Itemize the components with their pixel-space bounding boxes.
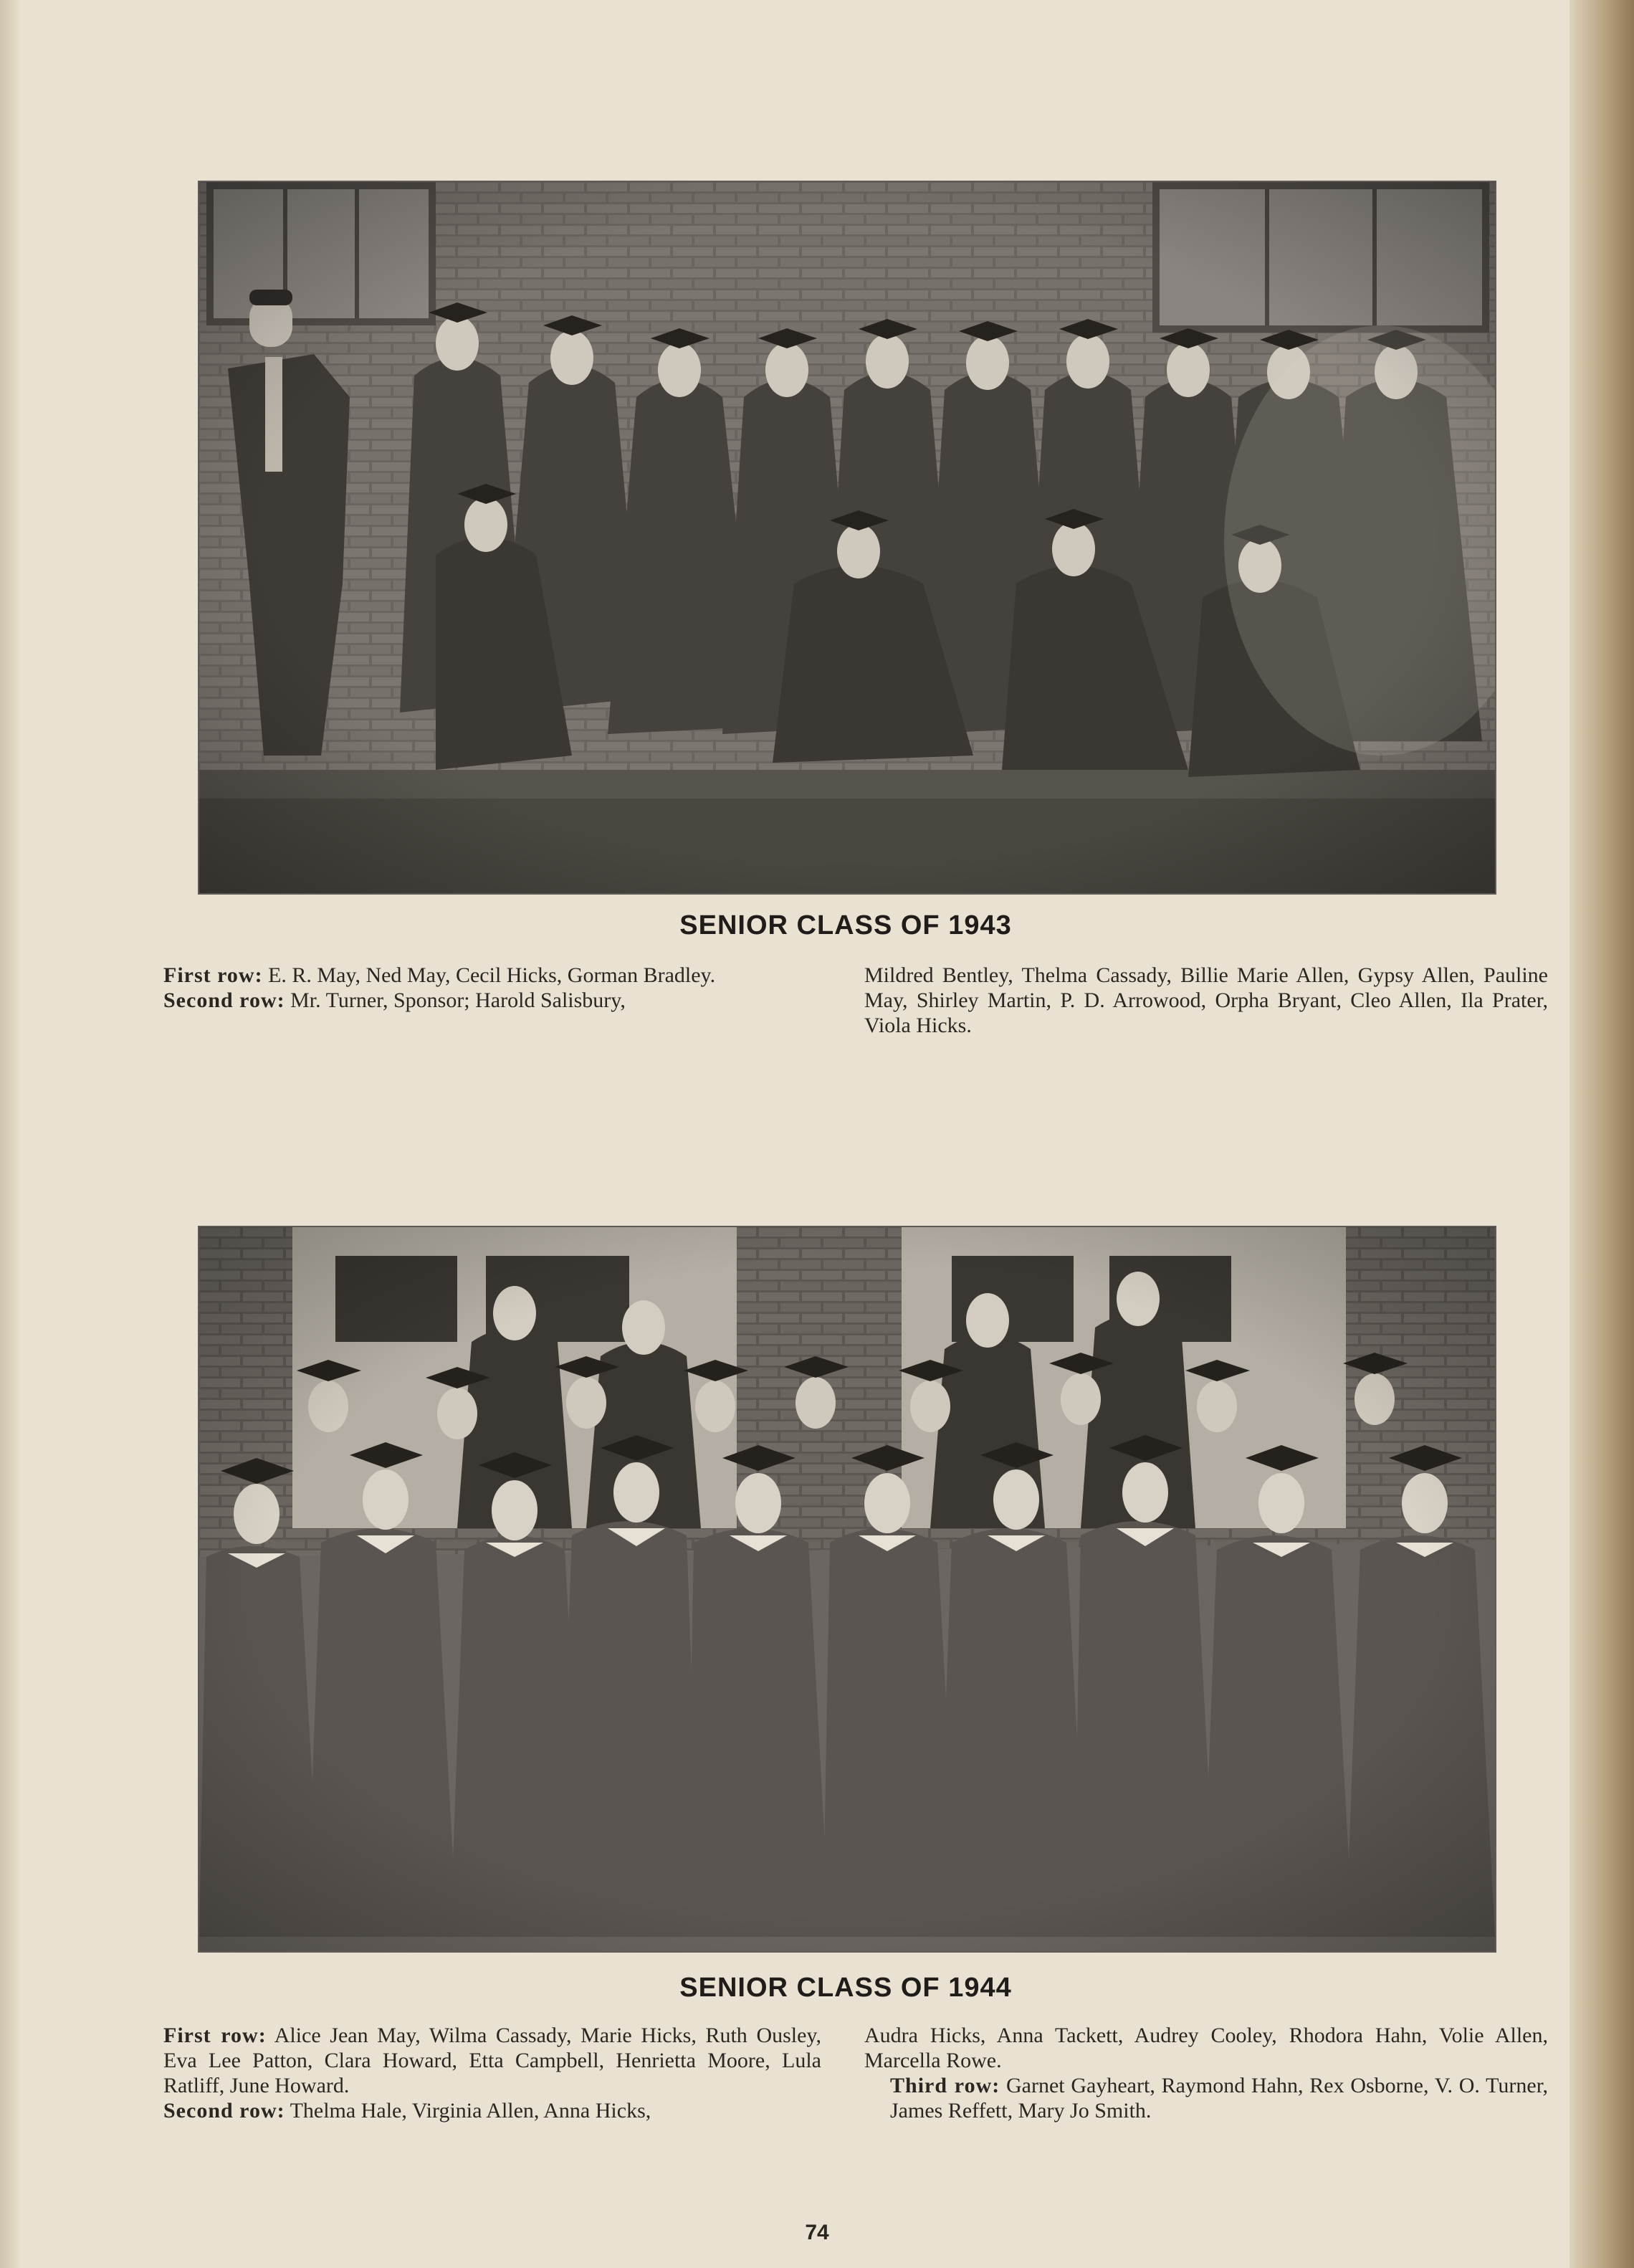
caption-1943 — [138, 963, 1548, 1038]
caption-paragraph: First row: E. R. May, Ned May, Cecil Hicks, Gorman Bradley. — [163, 963, 716, 987]
page-number: 74 — [805, 2221, 829, 2244]
row-names: Garnet Gayheart, Raymond Hahn, Rex Osborne, V. O. Turner, James Reffett, Mary Jo Smith. — [890, 2074, 1549, 2122]
row-label: Second row: — [163, 2099, 285, 2122]
section-title-1944: SENIOR CLASS OF 1944 — [679, 1973, 1012, 2003]
caption-1944-right-column — [864, 2023, 1548, 2123]
class-photo-1944-graphic — [199, 1227, 1495, 1951]
section-title-1943: SENIOR CLASS OF 1943 — [679, 910, 1012, 940]
caption-1944 — [138, 2023, 1548, 2123]
caption-paragraph — [864, 2073, 1548, 2123]
page-edge-left — [0, 0, 20, 2268]
row-label: First row: — [163, 963, 263, 987]
caption-paragraph: Second row: Thelma Hale, Virginia Allen, Anna Hicks, — [163, 2099, 651, 2122]
caption-paragraph — [138, 2023, 821, 2098]
caption-1944-left-column — [138, 2023, 821, 2123]
caption-paragraph: Audra Hicks, Anna Tackett, Audrey Cooley, Rhodora Hahn, Volie Allen, Marcella Rowe. — [864, 2024, 1548, 2072]
row-names: Alice Jean May, Wilma Cassady, Marie Hicks, Ruth Ousley, Eva Lee Patton, Clara Howard, Etta Campbell, Henrietta Moore, Lula Ratliff, June Howard. — [163, 2024, 821, 2097]
class-photo-1943 — [198, 181, 1496, 895]
class-photo-1944 — [198, 1226, 1496, 1953]
caption-paragraph: Mildred Bentley, Thelma Cassady, Billie Marie Allen, Gypsy Allen, Pauline May, Shirley Martin, P. D. Arrowood, Orpha Bryant, Cleo Allen, Ila Prater, Viola Hicks. — [864, 963, 1548, 1037]
row-label: Third row: — [890, 2074, 1000, 2097]
class-photo-1943-graphic — [199, 182, 1495, 893]
page-edge-right — [1570, 0, 1634, 2268]
caption-1943-right-column — [864, 963, 1548, 1038]
caption-1943-left-column — [138, 963, 821, 1038]
row-label: Second row: — [163, 988, 285, 1012]
row-label: First row: — [163, 2024, 267, 2047]
caption-paragraph: Second row: Mr. Turner, Sponsor; Harold Salisbury, — [163, 988, 626, 1012]
